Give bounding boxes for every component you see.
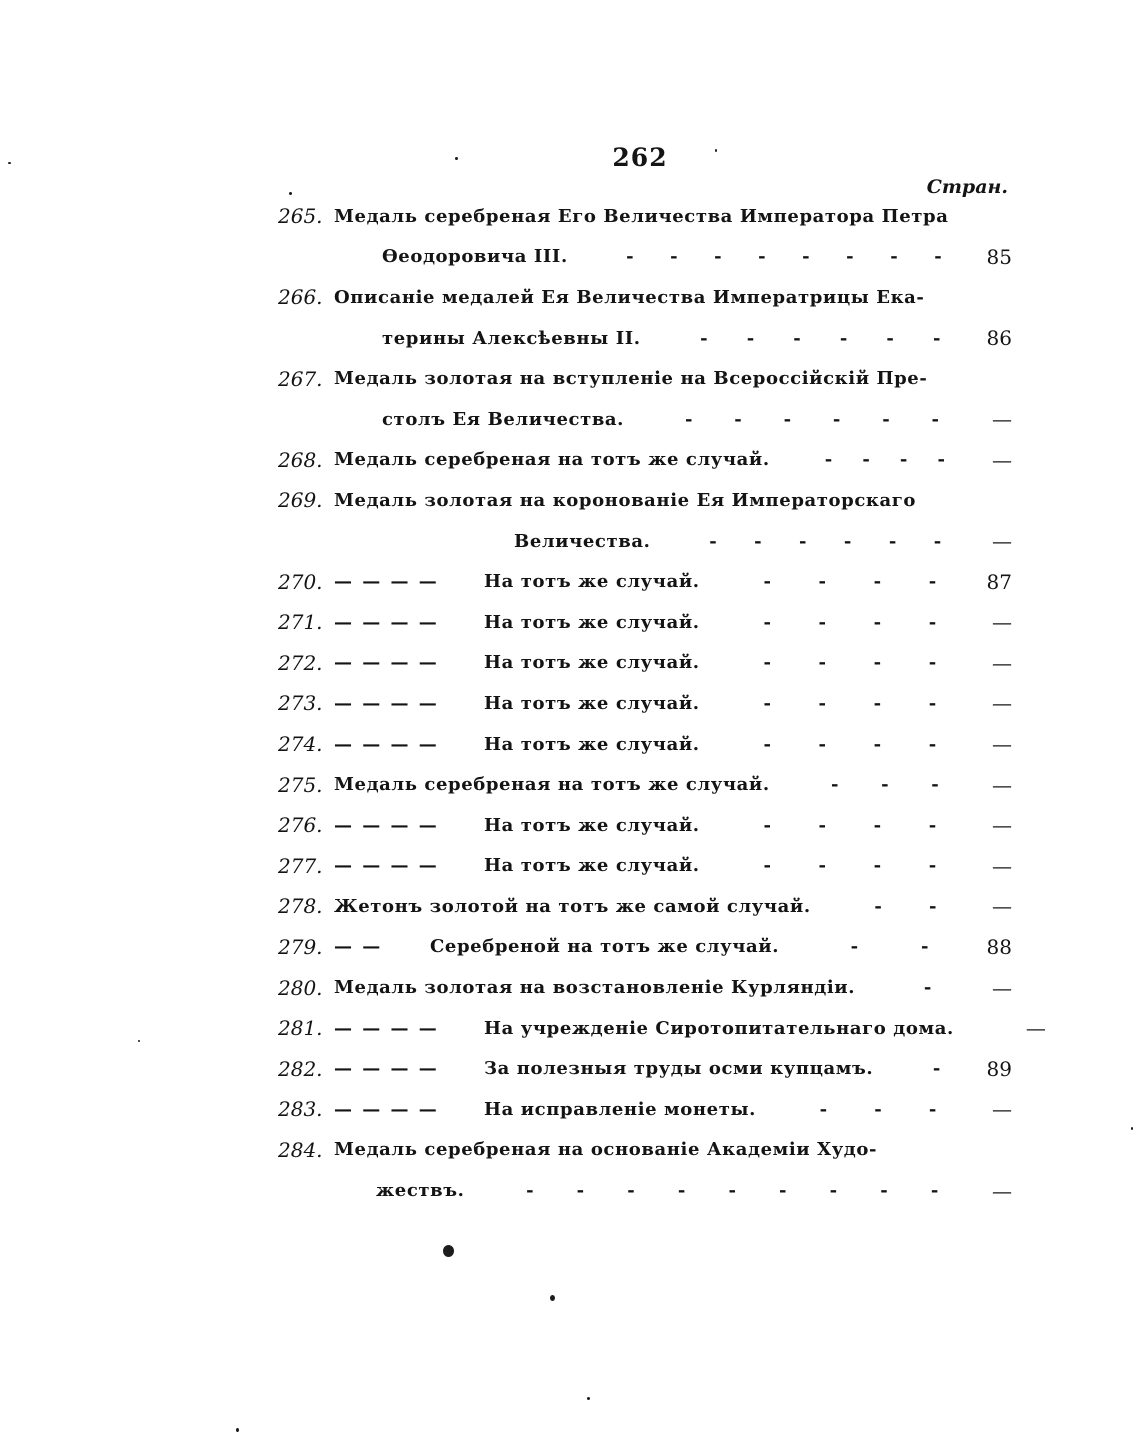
- toc-entry-283: [278, 1089, 1012, 1130]
- page-number: 262: [612, 143, 668, 172]
- ink-speck: [550, 1295, 555, 1301]
- dot-leaders: - - - -: [824, 449, 945, 471]
- entry-title-cont: столъ Ея Величества.: [382, 408, 625, 430]
- entry-title: Медаль серебреная на тотъ же случай.: [334, 449, 770, 471]
- page-reference: —: [992, 772, 1012, 797]
- entry-title-cont: Өеодоровича III.: [382, 246, 568, 268]
- entry-number: 268.: [278, 447, 323, 472]
- entry-title: Медаль золотая на возстановленіе Курляндіи.: [334, 977, 856, 999]
- dot-leaders: - - - - - -: [709, 530, 942, 552]
- page-reference: —: [992, 529, 1012, 554]
- entry-number: 273.: [278, 691, 323, 716]
- entry-number: 277.: [278, 853, 323, 878]
- toc-entry-267-cont: [278, 399, 1012, 440]
- toc-entry-281: [278, 1008, 1046, 1049]
- toc-entry-268: [278, 440, 1012, 481]
- toc-entry-265-cont: [278, 237, 1012, 278]
- ditto-dashes: — — — —: [334, 1017, 439, 1039]
- dot-leaders: -: [923, 977, 932, 999]
- entry-title-cont: терины Алексѣевны II.: [382, 327, 641, 349]
- entry-title: Медаль золотая на коронованіе Ея Императорскаго: [334, 489, 916, 511]
- ditto-dashes: — — — —: [334, 733, 439, 755]
- page-reference: —: [992, 1178, 1012, 1203]
- dot-leaders: - - - -: [763, 692, 937, 714]
- entry-number: 276.: [278, 813, 323, 838]
- dot-leaders: - - - -: [763, 611, 937, 633]
- toc-entry-266: [278, 277, 1012, 318]
- page-reference: —: [1025, 1016, 1046, 1041]
- ink-speck: [236, 1428, 239, 1432]
- entry-title: Жетонъ золотой на тотъ же самой случай.: [334, 895, 811, 917]
- entry-title: На тотъ же случай.: [484, 814, 700, 836]
- page-reference: —: [992, 975, 1012, 1000]
- page-reference: —: [992, 1097, 1012, 1122]
- page-reference: —: [992, 407, 1012, 432]
- ditto-dashes: — — — —: [334, 611, 439, 633]
- entry-title: На учрежденіе Сиротопитательнаго дома.: [484, 1017, 954, 1039]
- entry-title: Медаль серебреная на основаніе Академіи Худо-: [334, 1139, 878, 1161]
- toc-entry-265: [278, 196, 1012, 237]
- dot-leaders: - - - -: [763, 855, 937, 877]
- ditto-dashes: — — — —: [334, 692, 439, 714]
- dot-leaders: - - - - - - - - -: [526, 1180, 939, 1202]
- toc-entry-284: [278, 1130, 1012, 1171]
- entry-number: 269.: [278, 488, 323, 513]
- entry-title: На тотъ же случай.: [484, 733, 700, 755]
- page-reference: —: [992, 894, 1012, 919]
- ink-speck: [715, 149, 717, 152]
- toc-entry-275: [278, 764, 1012, 805]
- entry-number: 266.: [278, 285, 323, 310]
- entry-title: На тотъ же случай.: [484, 652, 700, 674]
- ditto-dashes: — — — —: [334, 1098, 439, 1120]
- toc-entry-272: [278, 643, 1012, 684]
- toc-entry-271: [278, 602, 1012, 643]
- page-reference: 87: [986, 569, 1012, 594]
- entry-title: Медаль серебреная на тотъ же случай.: [334, 774, 770, 796]
- entry-number: 274.: [278, 732, 323, 757]
- entry-number: 271.: [278, 610, 323, 635]
- entry-title: [334, 206, 954, 227]
- dot-leaders: - - -: [819, 1098, 937, 1120]
- dot-leaders: - - - -: [763, 571, 937, 593]
- dot-leaders: - - - - - -: [700, 327, 941, 349]
- entry-number: 281.: [278, 1016, 323, 1041]
- entry-number: 280.: [278, 975, 323, 1000]
- entry-title: На тотъ же случай.: [484, 855, 700, 877]
- ink-speck: [138, 1040, 140, 1042]
- dot-leaders: - -: [850, 936, 929, 958]
- page-reference: —: [992, 610, 1012, 635]
- entry-number: 283.: [278, 1097, 323, 1122]
- entry-title-cont: Величества.: [514, 530, 651, 552]
- ditto-dashes: — — — —: [334, 855, 439, 877]
- toc-entry-277: [278, 846, 1012, 887]
- toc-entry-280: [278, 967, 1012, 1008]
- entry-number: 284.: [278, 1137, 323, 1162]
- page-column-header: Стран.: [926, 176, 1008, 198]
- ditto-dashes: — — — —: [334, 1058, 439, 1080]
- dot-leaders: - - - -: [763, 652, 937, 674]
- dot-leaders: - - - - - - - -: [626, 246, 942, 268]
- table-of-contents: [278, 196, 1046, 1211]
- ink-speck: [587, 1397, 590, 1400]
- toc-entry-279: [278, 927, 1012, 968]
- page-reference: —: [992, 813, 1012, 838]
- toc-entry-270: [278, 561, 1012, 602]
- page-reference: 85: [986, 244, 1012, 269]
- entry-title: На тотъ же случай.: [484, 692, 700, 714]
- dot-leaders: - -: [874, 895, 937, 917]
- entry-number: 272.: [278, 650, 323, 675]
- toc-entry-269: [278, 480, 1012, 521]
- entry-number: 267.: [278, 366, 323, 391]
- ink-speck: [289, 192, 292, 195]
- dot-leaders: - - - -: [763, 733, 937, 755]
- page-reference: —: [992, 853, 1012, 878]
- entry-number: 278.: [278, 894, 323, 919]
- toc-entry-282: [278, 1048, 1012, 1089]
- dot-leaders: -: [932, 1058, 941, 1080]
- toc-entry-273: [278, 683, 1012, 724]
- entry-title: На тотъ же случай.: [484, 571, 700, 593]
- entry-title: На исправленіе монеты.: [484, 1098, 756, 1120]
- entry-number: 275.: [278, 772, 323, 797]
- toc-entry-269-cont: [278, 521, 1012, 562]
- toc-entry-276: [278, 805, 1012, 846]
- page-reference: 89: [986, 1056, 1012, 1081]
- entry-title: Серебреной на тотъ же случай.: [430, 936, 780, 958]
- dot-leaders: - - -: [831, 774, 939, 796]
- entry-title-text: Медаль серебреная Его Величества Императора Петра: [334, 205, 949, 227]
- entry-number: 265.: [278, 204, 323, 229]
- entry-title: За полезныя труды осми купцамъ.: [484, 1058, 874, 1080]
- entry-title: На тотъ же случай.: [484, 611, 700, 633]
- toc-entry-284-cont: [278, 1170, 1012, 1211]
- ink-speck: [443, 1245, 454, 1257]
- page-reference: —: [992, 650, 1012, 675]
- ditto-dashes: — — — —: [334, 652, 439, 674]
- toc-entry-267: [278, 358, 1012, 399]
- ditto-dashes: — —: [334, 936, 383, 958]
- entry-title-cont: жествъ.: [376, 1180, 465, 1202]
- page-reference: 88: [986, 934, 1012, 959]
- dot-leaders: - - - - - -: [684, 408, 940, 430]
- page-reference: —: [992, 691, 1012, 716]
- ink-speck: [8, 162, 11, 164]
- toc-entry-266-cont: [278, 318, 1012, 359]
- page-reference: —: [992, 447, 1012, 472]
- dot-leaders: - - - -: [763, 814, 937, 836]
- toc-entry-274: [278, 724, 1012, 765]
- ditto-dashes: — — — —: [334, 814, 439, 836]
- page-reference: —: [992, 732, 1012, 757]
- entry-number: 270.: [278, 569, 323, 594]
- entry-number: 279.: [278, 934, 323, 959]
- entry-title: Медаль золотая на вступленіе на Всероссійскій Пре-: [334, 368, 928, 390]
- toc-entry-278: [278, 886, 1012, 927]
- page-reference: 86: [986, 326, 1012, 351]
- ditto-dashes: — — — —: [334, 571, 439, 593]
- ink-speck: [455, 157, 458, 160]
- ink-speck: [1131, 1127, 1133, 1130]
- entry-title: Описаніе медалей Ея Величества Императрицы Ека-: [334, 286, 925, 308]
- entry-number: 282.: [278, 1056, 323, 1081]
